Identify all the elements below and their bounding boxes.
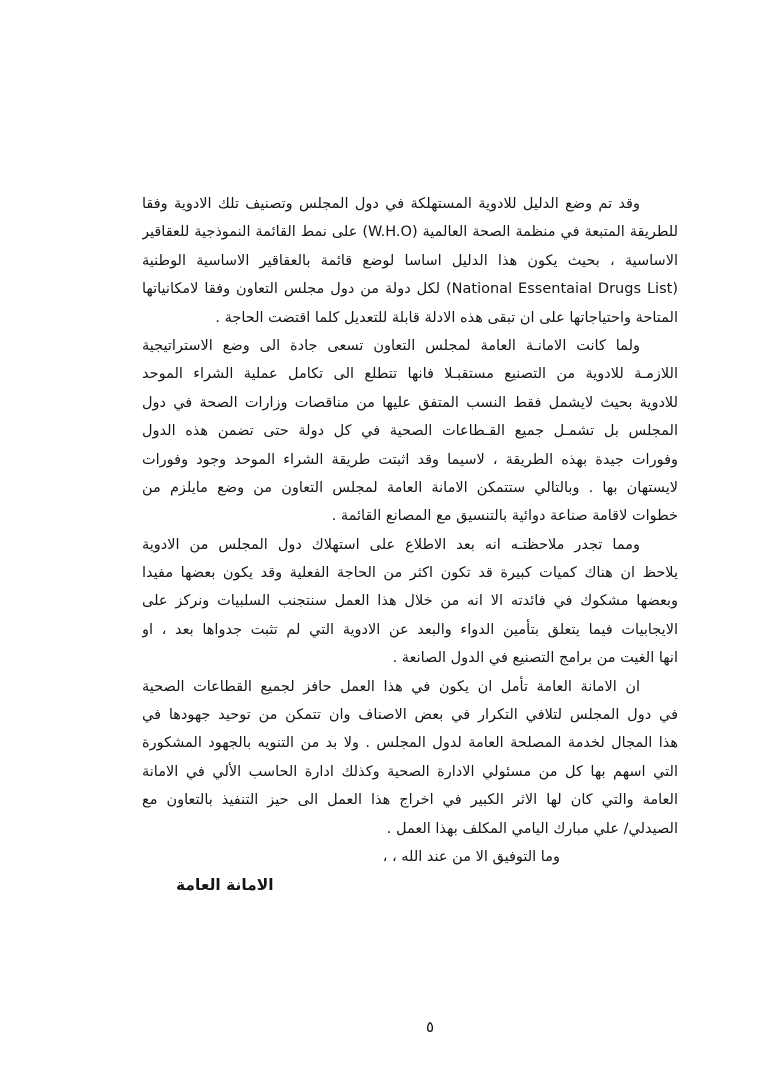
- closing-phrase: وما التوفيق الا من عند الله ، ،: [382, 848, 560, 865]
- paragraph-2-line-2: اللازمـة للادوية من التصنيع مستقبـلا فانها تتطلع الى تكامل عملية الشراء الموحد: [142, 366, 678, 383]
- document-body: [142, 190, 678, 900]
- paragraph-2-line-5: وفورات جيدة بهذه الطريقة ، لاسيما وقد اثبتت طريقة الشراء الموحد وجود وفورات: [142, 451, 678, 468]
- paragraph-4-line-4: التي اسهم بها كل من مسئولي الادارة الصحية وكذلك ادارة الحاسب الألي في الامانة: [142, 763, 678, 780]
- page-number: ٥: [425, 1018, 435, 1036]
- paragraph-4-line-6: الصيدلي/ علي مبارك اليامي المكلف بهذا العمل .: [386, 820, 678, 837]
- signature-general-secretariat: الامانة العامة: [176, 876, 274, 895]
- paragraph-1-line-2: للطريقة المتبعة في منظمة الصحة العالمية (W.H.O) على نمط القائمة النموذجية للعقاقير: [142, 224, 678, 241]
- paragraph-4-line-5: العامة والتي كان لها الاثر الكبير في اخراج هذا العمل الى حيز التنفيذ بالتعاون مع: [142, 792, 678, 809]
- paragraph-4-line-1: ان الامانة العامة تأمل ان يكون في هذا العمل حافز لجميع القطاعات الصحية: [142, 678, 640, 695]
- paragraph-1-line-1: وقد تم وضع الدليل للادوية المستهلكة في دول المجلس وتصنيف تلك الادوية وفقا: [142, 196, 640, 212]
- paragraph-2-line-3: للادوية بحيث لايشمل فقط النسب المتفق عليها من مناقصات وزارات الصحة في دول: [142, 394, 678, 411]
- paragraph-2-line-7: خطوات لاقامة صناعة دوائية بالتنسيق مع المصانع القائمة .: [331, 508, 678, 525]
- paragraph-2-line-1: ولما كانت الامانـة العامة لمجلس التعاون تسعى جادة الى وضع الاستراتيجية: [142, 337, 640, 354]
- paragraph-4-line-2: في دول المجلس لتلافي التكرار في بعض الاصناف وان تتمكن من توحيد جهودها في: [142, 707, 678, 724]
- paragraph-1-line-5: المتاحة واحتياجاتها على ان تبقى هذه الادلة قابلة للتعديل كلما اقتضت الحاجة .: [215, 309, 678, 326]
- paragraph-2-line-4: المجلس بل تشمـل جميع القـطاعات الصحية في كل دولة حتى تضمن هذه الدول: [142, 423, 678, 440]
- paragraph-3-line-1: ومما تجدر ملاحظتـه انه بعد الاطلاع على استهلاك دول المجلس من الادوية: [142, 536, 640, 553]
- paragraph-4-line-3: هذا المجال لخدمة المصلحة العامة لدول المجلس . ولا بد من التنويه بالجهود المشكورة: [142, 735, 678, 752]
- paragraph-3-line-2: يلاحظ ان هناك كميات كبيرة قد تكون اكثر من الحاجة الفعلية وقد يكون بعضها مفيدا: [142, 565, 678, 582]
- paragraph-3-line-3: وبعضها مشكوك في فائدته الا انه من خلال هذا العمل سنتجنب السلبيات ونركز على: [142, 593, 678, 610]
- paragraph-3-line-5: انها الغيت من برامج التصنيع في الدول الصانعة .: [392, 650, 678, 667]
- paragraph-1-line-4: (National Essentaial Drugs List) لكل دولة من دول مجلس التعاون وفقا لامكانياتها: [142, 281, 678, 298]
- paragraph-1-line-3: الاساسية ، بحيث يكون هذا الدليل اساسا لوضع قائمة بالعقاقير الاساسية الوطنية: [142, 252, 678, 269]
- paragraph-3-line-4: الايجابيات فيما يتعلق بتأمين الدواء والبعد عن الادوية التي لم تثبت جدواها بعد ، او: [142, 621, 678, 638]
- paragraph-2-line-6: لايستهان بها . وبالتالي ستتمكن الامانة العامة لمجلس التعاون من وضع مايلزم من: [142, 479, 678, 496]
